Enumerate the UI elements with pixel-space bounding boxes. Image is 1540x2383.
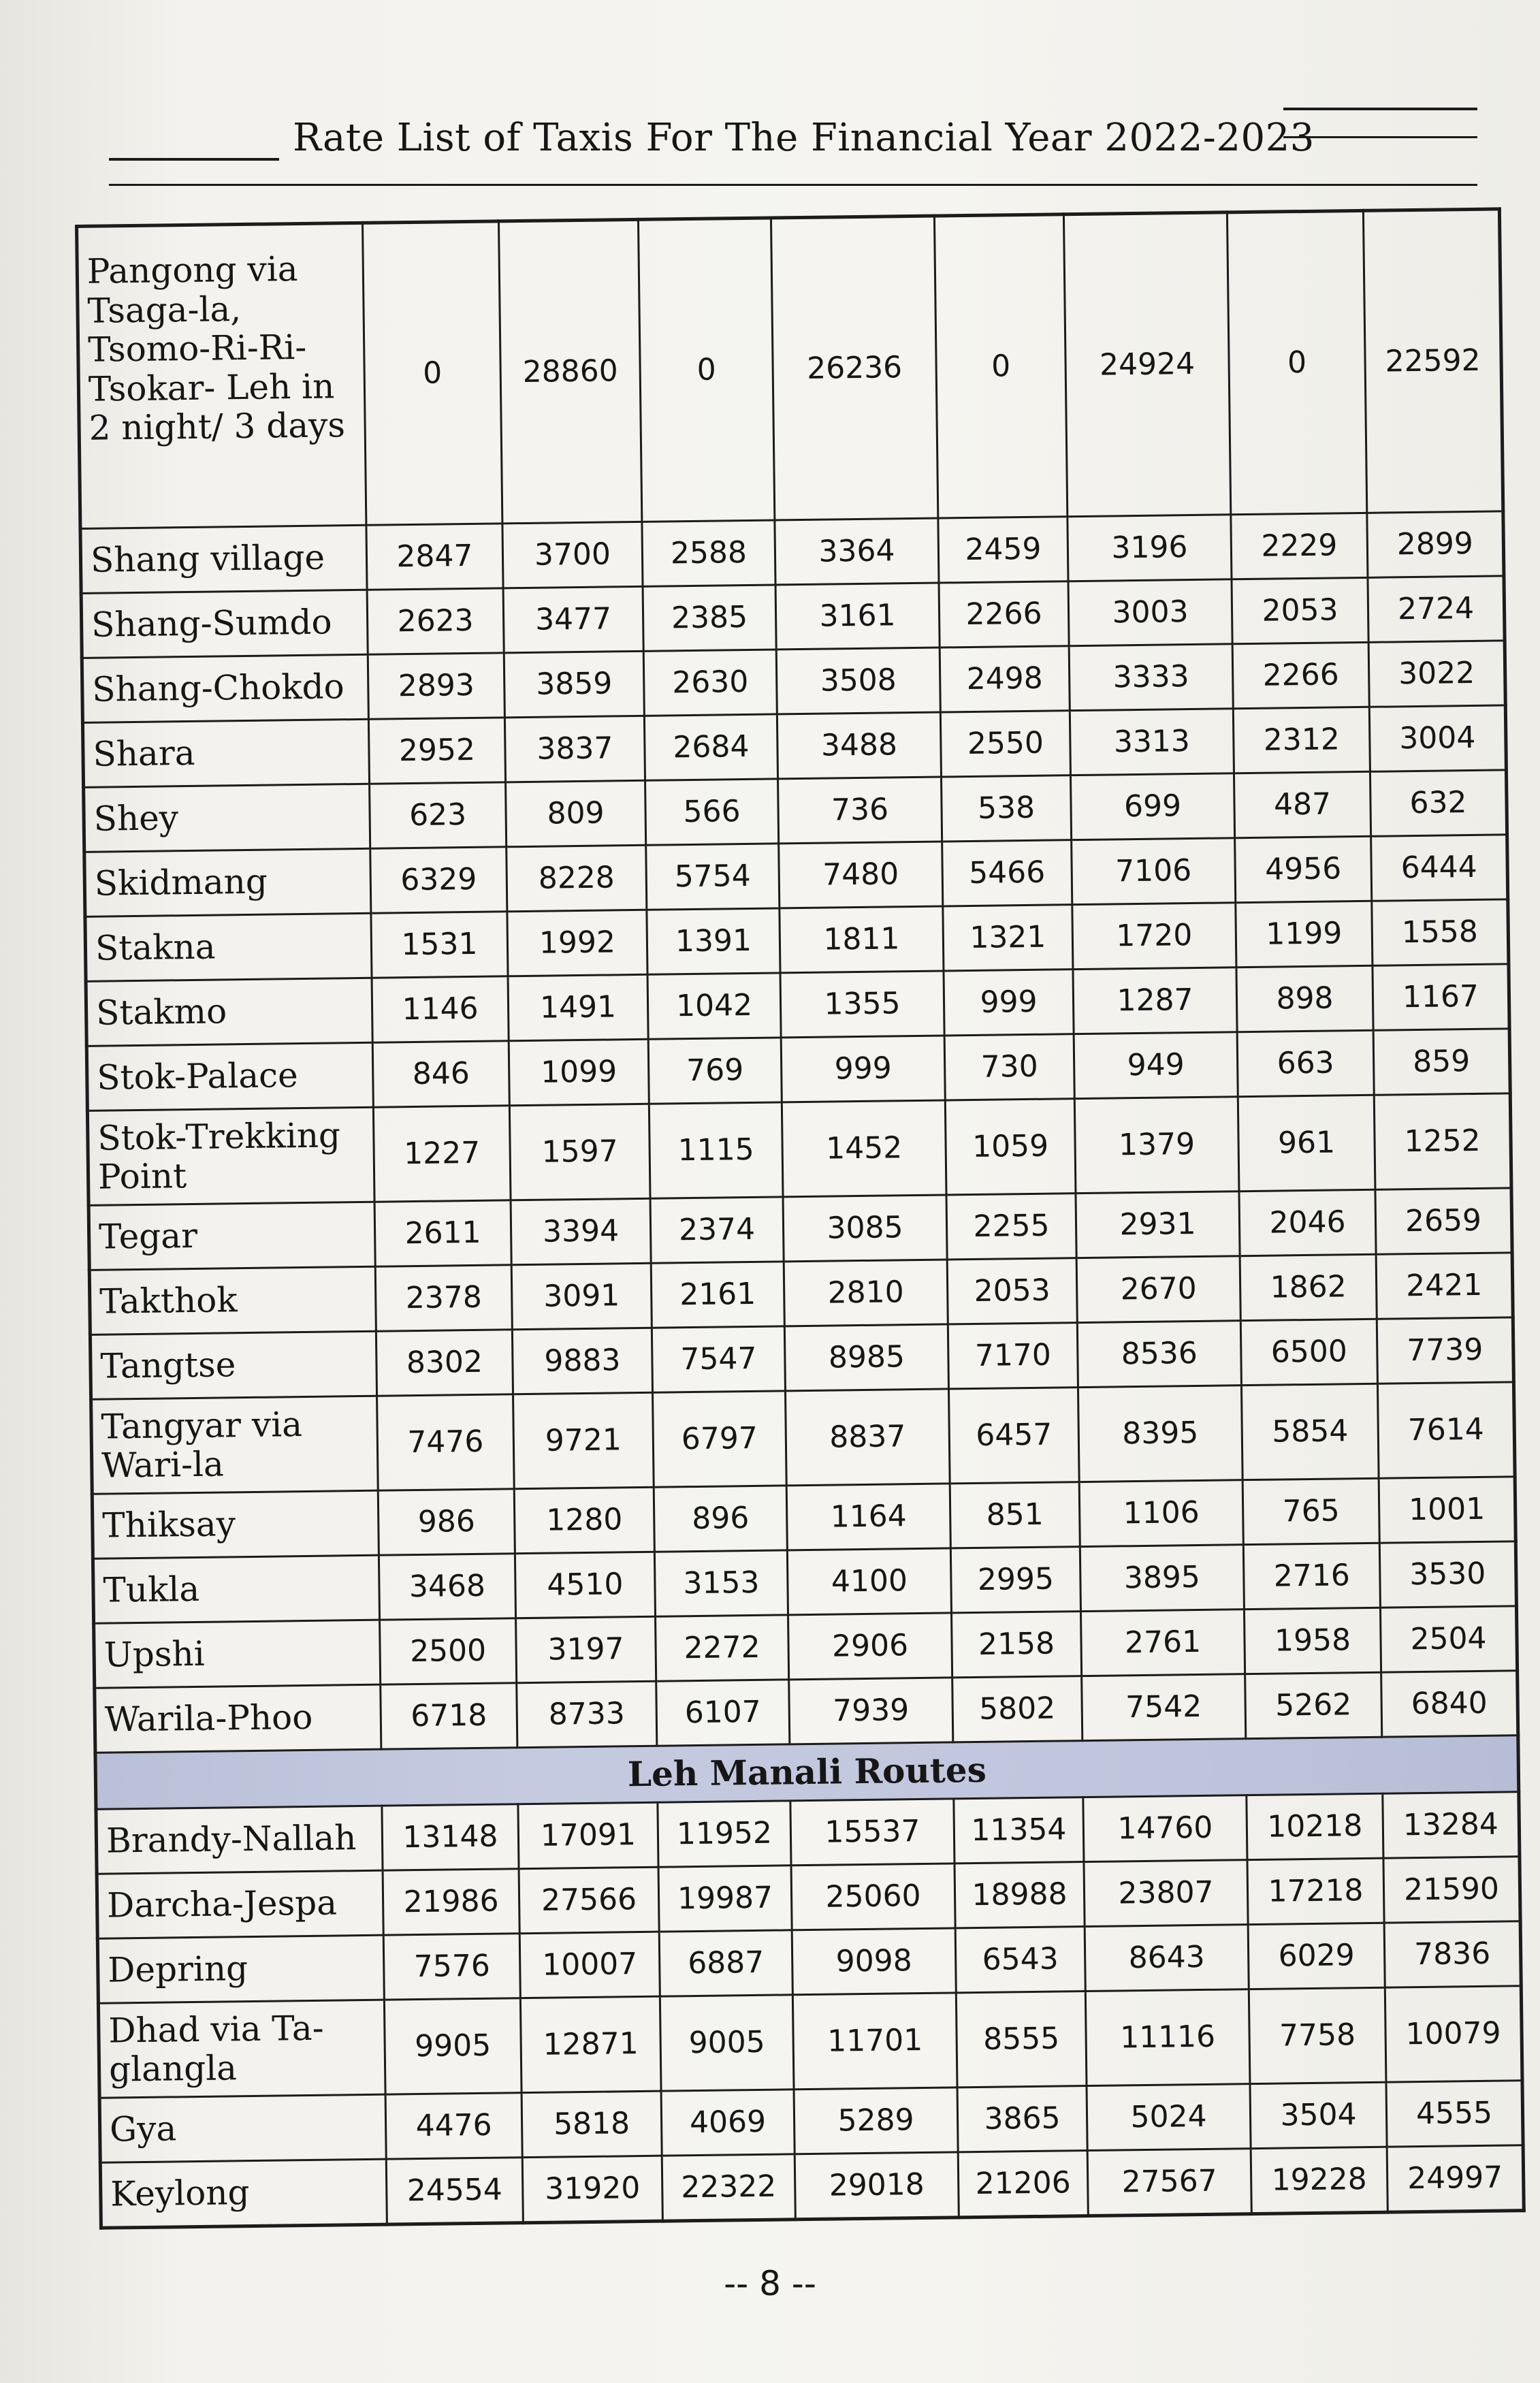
rate-cell: 0	[362, 221, 502, 525]
rate-cell: 3700	[502, 522, 643, 588]
rate-cell: 2724	[1368, 576, 1505, 642]
rate-cell: 1280	[514, 1487, 654, 1553]
rate-cell: 6029	[1248, 1923, 1385, 1989]
rate-cell: 9883	[512, 1328, 652, 1394]
rate-cell: 6797	[653, 1391, 787, 1487]
rate-cell: 7739	[1377, 1317, 1513, 1384]
rate-cell: 2906	[788, 1613, 952, 1680]
rate-cell: 1597	[509, 1104, 650, 1200]
destination-cell: Stakmo	[86, 978, 372, 1046]
rate-cell: 5466	[942, 840, 1072, 906]
destination-cell: Pangong via Tsaga-la, Tsomo-Ri-Ri-Tsokar- Leh in 2 night/ 3 days	[77, 223, 366, 528]
rate-cell: 9905	[384, 1998, 522, 2094]
rate-cell: 3504	[1250, 2082, 1387, 2148]
rate-cell: 27566	[519, 1867, 659, 1933]
destination-cell: Stok-Palace	[86, 1042, 373, 1110]
rate-cell: 10218	[1247, 1793, 1383, 1859]
rate-cell: 1252	[1374, 1093, 1511, 1189]
rate-cell: 566	[645, 779, 779, 845]
rate-cell: 809	[506, 780, 646, 846]
rate-cell: 2899	[1367, 511, 1504, 577]
rate-cell: 9005	[660, 1995, 794, 2091]
rate-cell: 1862	[1240, 1254, 1377, 1320]
rate-cell: 896	[654, 1486, 787, 1552]
rate-cell: 3161	[775, 583, 940, 650]
rate-cell: 19987	[658, 1866, 792, 1932]
rate-cell: 2053	[1232, 577, 1368, 643]
rate-cell: 3508	[776, 647, 940, 714]
rate-cell: 6500	[1240, 1319, 1377, 1385]
destination-cell: Shey	[84, 784, 370, 852]
rate-cell: 19228	[1251, 2147, 1387, 2213]
rate-cell: 1811	[780, 906, 944, 973]
destination-cell: Shang-Chokdo	[82, 654, 368, 722]
page-header	[109, 82, 1477, 197]
rate-cell: 8837	[786, 1389, 950, 1486]
rate-cell: 3196	[1068, 515, 1232, 581]
rate-cell: 2761	[1080, 1610, 1245, 1676]
rate-cell: 1391	[647, 908, 780, 974]
rate-cell: 8302	[376, 1330, 513, 1396]
rate-cell: 1958	[1244, 1608, 1381, 1674]
rate-cell: 27567	[1087, 2149, 1251, 2216]
rate-cell: 26236	[771, 216, 937, 520]
rate-cell: 2931	[1076, 1192, 1240, 1258]
rate-cell: 2893	[368, 653, 504, 719]
rate-cell: 25060	[791, 1864, 955, 1930]
rate-cell: 736	[778, 777, 942, 844]
rate-cell: 8395	[1078, 1386, 1242, 1482]
rate-cell: 9098	[792, 1928, 956, 1995]
rate-cell: 11354	[954, 1797, 1084, 1864]
rate-cell: 3530	[1379, 1541, 1516, 1608]
rate-cell: 13284	[1383, 1792, 1520, 1858]
rate-cell: 29018	[795, 2152, 959, 2220]
rate-cell: 2374	[650, 1197, 784, 1263]
rate-cell: 7480	[779, 842, 943, 908]
rate-cell: 898	[1236, 965, 1373, 1031]
rate-cell: 2504	[1380, 1606, 1517, 1672]
rate-cell: 9721	[513, 1392, 654, 1488]
rate-cell: 859	[1373, 1029, 1510, 1095]
rate-cell: 2255	[946, 1194, 1076, 1260]
rate-cell: 623	[370, 782, 507, 848]
rate-cell: 2716	[1243, 1543, 1380, 1609]
rate-cell: 3394	[511, 1198, 651, 1264]
rate-cell: 2810	[784, 1260, 948, 1326]
rate-cell: 8555	[956, 1992, 1087, 2088]
rate-cell: 6107	[656, 1680, 790, 1746]
rate-cell: 765	[1242, 1478, 1379, 1544]
destination-cell: Shang village	[80, 525, 367, 593]
rate-cell: 5754	[646, 844, 780, 910]
rate-cell: 1146	[372, 976, 509, 1042]
rate-cell: 5818	[522, 2091, 662, 2157]
rate-cell: 1167	[1373, 964, 1509, 1030]
rate-cell: 949	[1074, 1032, 1238, 1099]
rate-cell: 1491	[508, 974, 648, 1040]
rate-cell: 28860	[498, 219, 641, 523]
rate-cell: 17091	[518, 1802, 658, 1868]
rate-cell: 1558	[1372, 899, 1509, 965]
rate-cell: 4555	[1386, 2081, 1523, 2147]
rate-cell: 7106	[1072, 838, 1236, 905]
header-rule	[109, 158, 279, 161]
rate-cell: 11701	[792, 1993, 957, 2090]
rate-cell: 1001	[1379, 1477, 1515, 1543]
destination-cell: Shang-Sumdo	[81, 590, 368, 658]
rate-cell: 2421	[1376, 1253, 1513, 1319]
rate-cell: 2995	[950, 1547, 1080, 1613]
rate-cell: 0	[934, 214, 1067, 518]
rate-cell: 7614	[1377, 1382, 1515, 1478]
rate-cell: 8228	[507, 845, 647, 911]
rate-cell: 11116	[1085, 1989, 1250, 2086]
rate-cell: 3091	[511, 1263, 652, 1329]
rate-cell: 1287	[1073, 967, 1237, 1034]
rate-cell: 4956	[1235, 836, 1372, 902]
rate-cell: 3022	[1368, 641, 1505, 707]
table-row	[87, 1093, 1511, 1206]
rate-cell: 5289	[794, 2088, 958, 2154]
rate-cell: 2272	[656, 1615, 789, 1681]
rate-cell: 7939	[789, 1678, 953, 1744]
rate-cell: 851	[950, 1482, 1080, 1548]
rate-cell: 1379	[1074, 1097, 1239, 1194]
rate-cell: 1720	[1072, 903, 1236, 970]
rate-cell: 3003	[1068, 579, 1232, 646]
rate-cell: 6840	[1381, 1671, 1518, 1737]
rate-cell: 22592	[1363, 209, 1503, 513]
rate-cell: 6718	[381, 1683, 517, 1749]
rate-cell: 5024	[1087, 2084, 1251, 2151]
rate-cell: 2684	[644, 714, 777, 780]
rate-cell: 2952	[368, 718, 505, 784]
table-row	[77, 209, 1503, 529]
rate-cell: 14760	[1083, 1795, 1247, 1862]
rate-cell: 7542	[1082, 1674, 1246, 1741]
destination-cell: Warila-Phoo	[95, 1684, 381, 1753]
rate-cell: 2623	[367, 588, 504, 654]
destination-cell: Skidmang	[84, 848, 371, 916]
rate-cell: 1164	[786, 1484, 950, 1550]
rate-cell: 769	[648, 1038, 782, 1104]
rate-cell: 3837	[504, 716, 645, 782]
rate-cell: 4510	[515, 1552, 655, 1618]
rate-cell: 5802	[952, 1676, 1082, 1742]
rate-cell: 24554	[386, 2158, 523, 2224]
rate-cell: 21590	[1383, 1857, 1520, 1923]
destination-cell: Tangtse	[90, 1331, 376, 1399]
rate-cell: 23807	[1084, 1860, 1248, 1927]
destination-cell: Tukla	[93, 1555, 379, 1623]
rate-cell: 3468	[379, 1554, 515, 1620]
rate-cell: 3859	[504, 651, 644, 717]
rate-cell: 6444	[1371, 835, 1508, 901]
rate-cell: 2266	[1232, 642, 1369, 708]
rate-cell: 487	[1234, 771, 1370, 837]
rate-cell: 6887	[659, 1930, 792, 1996]
destination-cell: Stok-Trekking Point	[87, 1107, 374, 1205]
table-row	[91, 1382, 1515, 1494]
rate-cell: 2312	[1233, 707, 1370, 773]
rate-cell: 2385	[643, 585, 776, 651]
rate-cell: 3364	[775, 518, 939, 585]
rate-cell: 3895	[1080, 1545, 1244, 1612]
section-title: Leh Manali Routes	[95, 1736, 1519, 1810]
rate-cell: 2659	[1375, 1188, 1512, 1254]
rate-cell: 2161	[651, 1262, 784, 1328]
rate-cell: 2630	[643, 650, 777, 716]
rate-cell: 17218	[1247, 1858, 1384, 1924]
table-row	[98, 1986, 1522, 2098]
rate-cell: 5854	[1241, 1384, 1379, 1480]
rate-cell: 4069	[661, 2090, 795, 2156]
destination-cell: Upshi	[94, 1620, 381, 1688]
page-number: -- 8 --	[724, 2264, 816, 2303]
rate-cell: 24924	[1063, 212, 1230, 517]
rate-cell: 7547	[652, 1326, 785, 1392]
rate-cell: 4100	[787, 1548, 951, 1615]
rate-cell: 3865	[957, 2086, 1087, 2152]
rate-cell: 3333	[1069, 644, 1233, 711]
rate-cell: 1452	[782, 1100, 946, 1197]
rate-cell: 15537	[790, 1799, 955, 1866]
rate-cell: 2670	[1076, 1256, 1240, 1323]
rate-cell: 1355	[780, 971, 944, 1038]
rate-cell: 2611	[374, 1200, 511, 1266]
rate-cell: 8985	[784, 1324, 948, 1391]
destination-cell: Tegar	[89, 1202, 375, 1270]
destination-cell: Shara	[82, 719, 369, 787]
rate-cell: 2847	[366, 524, 503, 590]
rate-cell: 1099	[509, 1039, 649, 1105]
rate-cell: 730	[944, 1034, 1074, 1100]
rate-cell: 699	[1070, 773, 1234, 840]
rate-table	[75, 207, 1526, 2229]
rate-cell: 0	[1227, 210, 1366, 514]
destination-cell: Depring	[97, 1935, 384, 2003]
destination-cell: Dhad via Ta-glangla	[98, 2000, 385, 2098]
rate-cell: 0	[638, 218, 774, 522]
rate-cell: 3477	[503, 586, 643, 652]
rate-cell: 21986	[383, 1869, 519, 1935]
rate-cell: 986	[378, 1489, 515, 1555]
rate-cell: 3004	[1369, 705, 1506, 771]
rate-cell: 2459	[938, 517, 1068, 583]
rate-cell: 1115	[649, 1102, 783, 1198]
rate-cell: 663	[1237, 1030, 1374, 1096]
rate-cell: 7836	[1384, 1921, 1521, 1987]
rate-cell: 2550	[940, 711, 1070, 777]
rate-cell: 2378	[375, 1265, 512, 1331]
destination-cell: Stakna	[85, 913, 372, 981]
rate-cell: 7170	[948, 1323, 1078, 1389]
header-rule	[1283, 108, 1477, 110]
rate-cell: 999	[781, 1036, 945, 1102]
rate-cell: 961	[1238, 1095, 1375, 1191]
rate-cell: 18988	[955, 1862, 1085, 1928]
rate-cell: 1106	[1079, 1480, 1243, 1547]
rate-cell: 3488	[777, 712, 941, 779]
rate-cell: 3313	[1070, 709, 1234, 775]
rate-cell: 999	[944, 970, 1074, 1036]
rate-cell: 2053	[947, 1258, 1077, 1324]
destination-cell: Takthok	[89, 1266, 376, 1334]
rate-cell: 538	[942, 775, 1072, 842]
rate-cell: 1199	[1236, 901, 1373, 967]
rate-cell: 846	[372, 1041, 509, 1107]
rate-cell: 6329	[370, 847, 507, 913]
header-rule	[109, 184, 1477, 186]
rate-cell: 6457	[948, 1388, 1079, 1484]
rate-cell: 632	[1370, 770, 1507, 836]
destination-cell: Darcha-Jespa	[97, 1870, 383, 1938]
rate-cell: 7576	[383, 1934, 520, 2000]
rate-cell: 1992	[507, 910, 647, 976]
page-title: Rate List of Taxis For The Financial Year 2022-2023	[293, 116, 1315, 160]
rate-cell: 2588	[642, 520, 775, 586]
rate-cell: 21206	[958, 2151, 1088, 2218]
destination-cell: Gya	[99, 2094, 386, 2162]
rate-cell: 2158	[952, 1612, 1082, 1678]
rate-cell: 1042	[647, 973, 781, 1039]
rate-cell: 11952	[658, 1801, 791, 1867]
rate-cell: 3153	[654, 1550, 788, 1616]
rate-cell: 1531	[371, 912, 508, 978]
rate-cell: 2229	[1231, 513, 1368, 579]
rate-cell: 7476	[377, 1394, 515, 1490]
rate-cell: 8536	[1077, 1321, 1241, 1388]
destination-cell: Thiksay	[92, 1490, 379, 1558]
rate-cell: 2046	[1239, 1189, 1376, 1256]
rate-cell: 3085	[783, 1195, 947, 1262]
destination-cell: Brandy-Nallah	[96, 1806, 383, 1874]
rate-cell: 1059	[945, 1099, 1076, 1195]
rate-cell: 5262	[1245, 1672, 1382, 1738]
destination-cell: Tangyar via Wari-la	[91, 1396, 379, 1494]
rate-cell: 1321	[943, 905, 1073, 971]
rate-cell: 10079	[1385, 1986, 1522, 2082]
rate-cell: 7758	[1249, 1987, 1386, 2083]
rate-cell: 31920	[522, 2156, 662, 2222]
rate-cell: 1227	[373, 1106, 511, 1202]
rate-cell: 6543	[955, 1927, 1085, 1993]
destination-cell: Keylong	[100, 2159, 387, 2228]
rate-cell: 4476	[385, 2093, 522, 2159]
rate-cell: 10007	[519, 1932, 660, 1998]
rate-cell: 8643	[1085, 1925, 1249, 1992]
rate-cell: 24997	[1387, 2145, 1524, 2212]
rate-cell: 13148	[382, 1804, 519, 1870]
rate-cell: 2500	[380, 1618, 517, 1684]
rate-cell: 2498	[940, 646, 1070, 712]
rate-cell: 8733	[517, 1681, 657, 1747]
rate-cell: 2266	[939, 581, 1069, 647]
rate-cell: 22322	[662, 2154, 795, 2221]
rate-cell: 12871	[520, 1996, 661, 2092]
rate-cell: 3197	[516, 1616, 656, 1682]
